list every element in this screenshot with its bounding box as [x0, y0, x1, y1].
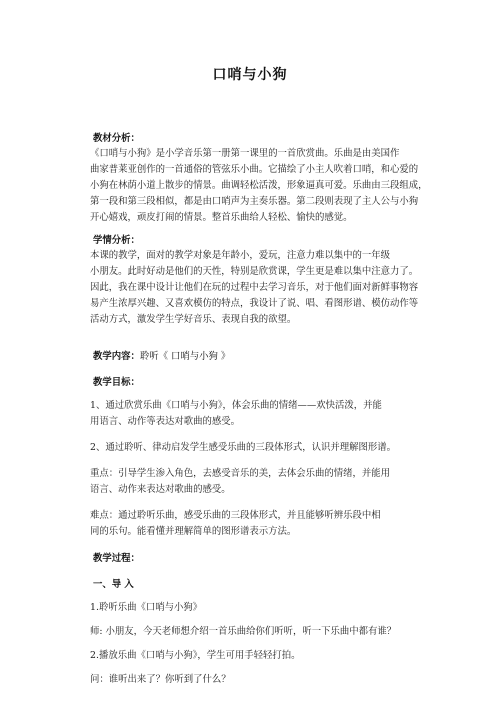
student-analysis-paragraph: 本课的教学，面对的教学对象是年龄小，爱玩，注意力难以集中的一年级 小朋友。此时好动是他们的天性，特别是欣赏课，学生更是难以集中注意力了。 因此，我在课中设计让他们在玩的过程中去学习音乐，对于他们面对新鲜事物容 易产生浓厚兴趣、又喜欢模仿的特点，我设计了说、唱、看图形谱、模仿动作等 活动方式，激发学生学好音乐、表现自我的欲望。: [90, 250, 419, 325]
teacher-dialogue-text: 师: 小朋友，今天老师想介绍一首乐曲给你们听听，听一下乐曲中都有谁？: [90, 626, 397, 637]
student-analysis-heading: 学情分析：: [93, 235, 140, 246]
key-point-paragraph: 重点：引导学生渗入角色，去感受音乐的美，去体会乐曲的情绪，并能用 语言、动作来表达对歌曲的感受。: [90, 468, 391, 495]
difficulty-paragraph: 难点：通过聆听乐曲，感受乐曲的三段体形式，并且能够听辨乐段中相 同的乐句。能看懂并理解简单的图形谱表示方法。: [90, 510, 381, 537]
textbook-analysis-paragraph: 《口哨与小狗》是小学音乐第一册第一课里的一首欣赏曲。乐曲是由美国作 曲家普莱亚创作的一首通俗的管弦乐小曲。它描绘了小主人吹着口哨，和心爱的 小狗在林荫小道上散步的情景。曲调轻松活泼，形象逼真可爱。乐曲由三段组成， 第一段和第三段相似，都是由口哨声为主奏乐器。第二段则表现了主人公与小狗 开心嬉戏，顽皮打闹的情景。整首乐曲给人轻松、愉快的感觉。: [90, 148, 428, 223]
teaching-process-heading: 教学过程：: [93, 553, 140, 564]
goal-1-paragraph: 1、通过欣赏乐曲《口哨与小狗》，体会乐曲的情绪——欢快活泼，并能 用语言、动作等表达对歌曲的感受。: [90, 400, 382, 427]
question-text: 问：谁听出来了？你听到了什么？: [90, 674, 231, 685]
teaching-content-value: 聆听《 口哨与小狗 》: [139, 351, 231, 362]
page-title: 口哨与小狗: [212, 67, 288, 83]
goal-2-paragraph: 2、通过聆听、律动启发学生感受乐曲的三段体形式，认识并理解图形谱。: [90, 442, 396, 453]
step-2-text: 2.播放乐曲《口哨与小狗》，学生可用手轻轻打拍。: [90, 650, 301, 661]
textbook-analysis-heading: 教材分析：: [93, 133, 140, 144]
teaching-content-heading: 教学内容：: [93, 351, 140, 362]
teaching-content-line: [93, 348, 230, 362]
step-1-text: 1.聆听乐曲《口哨与小狗》: [90, 602, 203, 613]
teaching-goals-heading: 教学目标：: [93, 377, 140, 388]
section-intro-heading: 一、导 入: [93, 579, 134, 590]
